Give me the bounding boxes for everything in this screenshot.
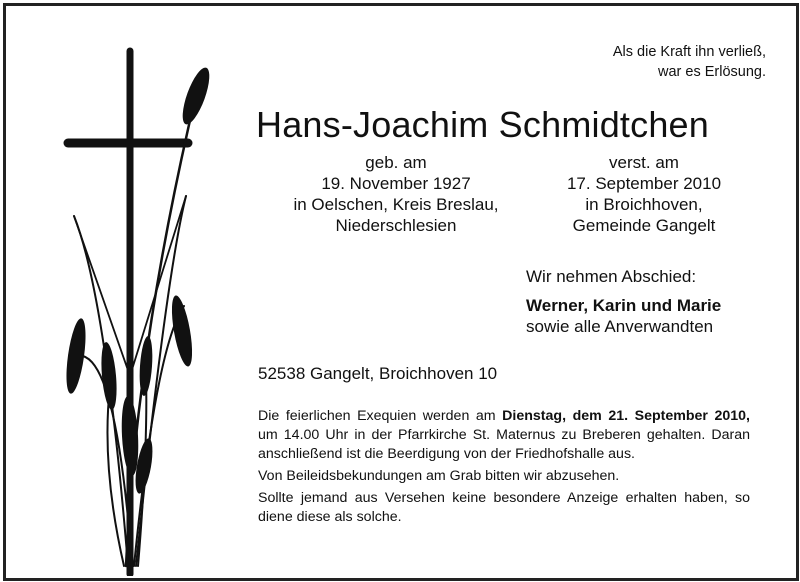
birth-label: geb. am [365, 153, 427, 172]
birth-place: in Oelschen, Kreis Breslau, [293, 195, 499, 214]
notice-text: um 14.00 Uhr in der Pfarrkirche St. Maternus zu Breberen gehalten. Daran anschließend ist die Beerdigung von der Friedhofshalle aus. [258, 427, 750, 462]
death-date: 17. September 2010 [566, 174, 722, 193]
death-place: in Broichhoven, [585, 195, 703, 214]
cross-with-wheat-icon [46, 46, 221, 576]
family-block [526, 295, 721, 337]
notice-date: Dienstag, dem 21. September 2010, [502, 408, 750, 424]
notice-paragraph: Sollte jemand aus Versehen keine besondere Anzeige erhalten haben, so diene diese als solche. [258, 490, 750, 525]
death-label: verst. am [609, 153, 679, 172]
motto-line: war es Erlösung. [658, 64, 766, 80]
motto-line: Als die Kraft ihn verließ, [612, 44, 766, 60]
family-names: Werner, Karin und Marie [526, 296, 722, 315]
address: 52538 Gangelt, Broichhoven 10 [258, 364, 498, 383]
deceased-name: Hans-Joachim Schmidtchen [256, 104, 709, 145]
notice-text: Die feierlichen Exequien werden am [258, 408, 503, 424]
notice-paragraph: Von Beileidsbekundungen am Grab bitten wir abzusehen. [258, 468, 620, 484]
farewell-heading: Wir nehmen Abschied: [526, 267, 697, 286]
death-info [524, 152, 764, 236]
death-place: Gemeinde Gangelt [572, 216, 716, 235]
birth-place: Niederschlesien [335, 216, 457, 235]
notice-paragraph [258, 407, 750, 464]
family-others: sowie alle Anverwandten [526, 317, 714, 336]
birth-date: 19. November 1927 [321, 174, 471, 193]
birth-info [276, 152, 516, 236]
motto [613, 42, 766, 82]
funeral-notice [258, 407, 750, 530]
obituary-card [3, 3, 799, 581]
